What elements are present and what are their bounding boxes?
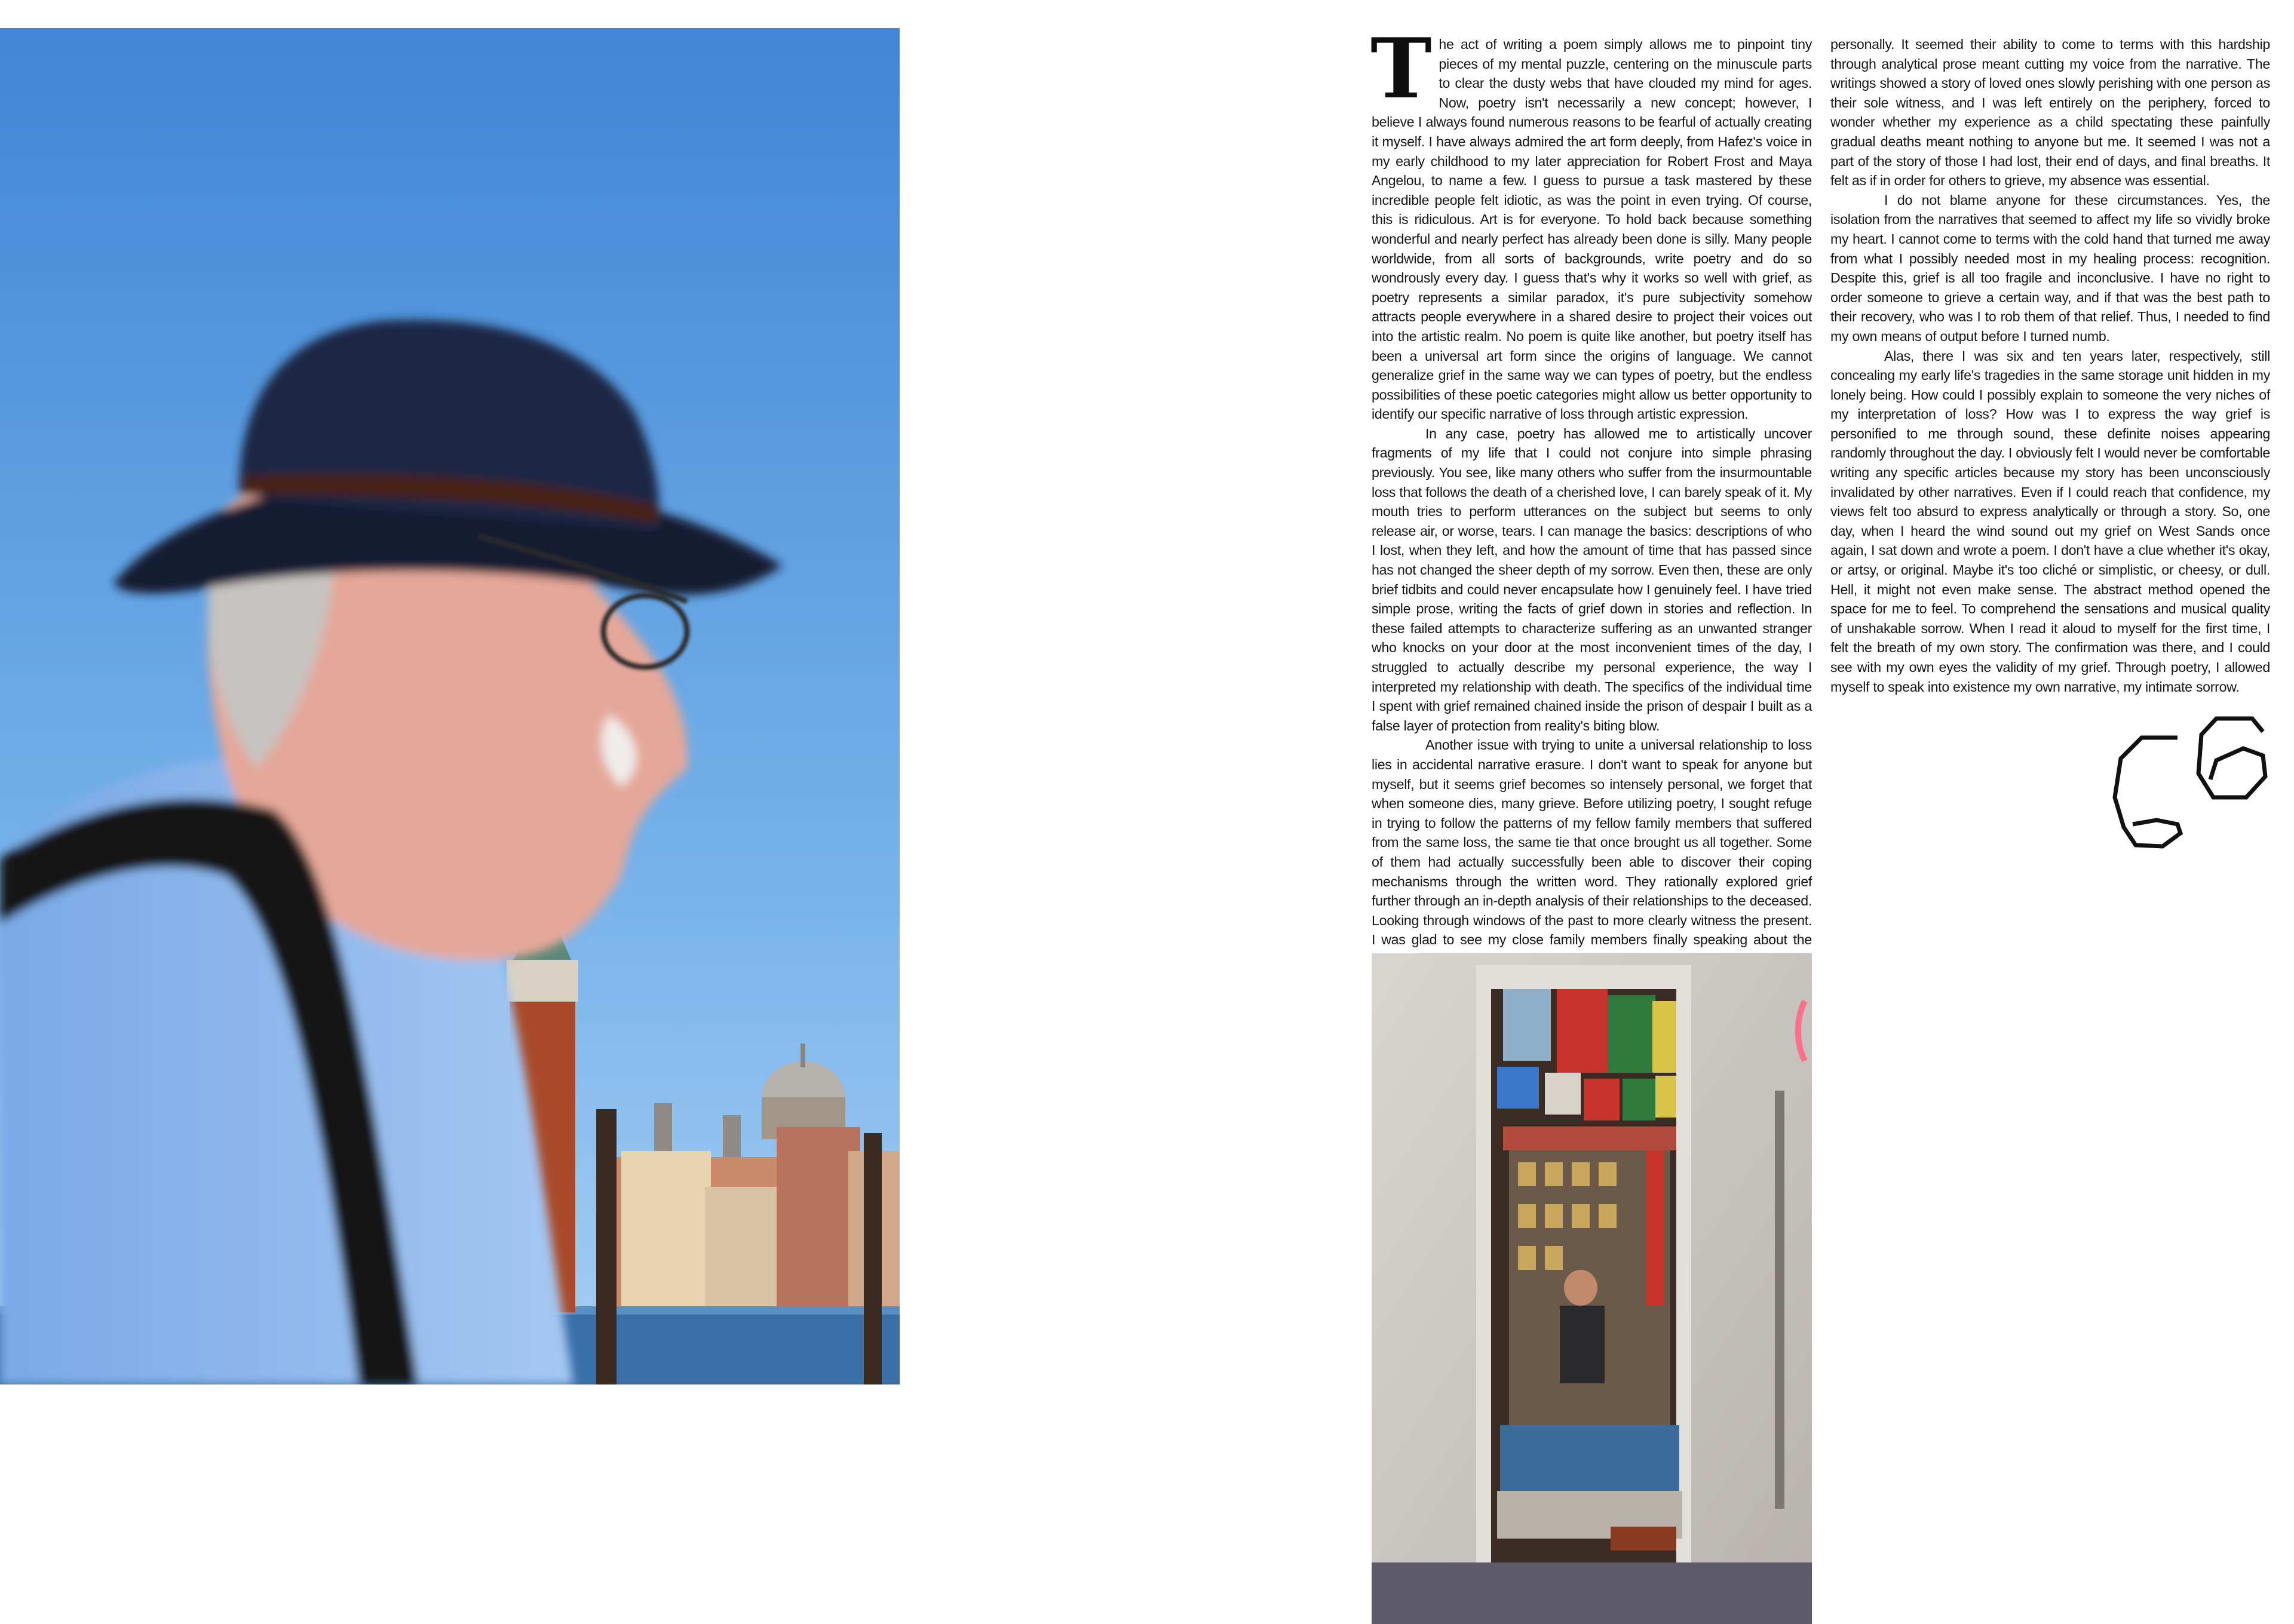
article-paragraph-text: he act of writing a poem simply allows me to pinpoint tiny pieces of my mental puzzle, centering on the minuscule parts to clear the dusty webs that have clouded my mind for ages. Now, poetry isn't necessarily a new concept; however, I believe I always found numerous reasons to be fearful of actually creating it myself. I have always admired the art form deeply, from Hafez's voice in my early childhood to my later appreciation for Robert Frost and Maya Angelou, to name a few. I guess to pursue a task mastered by these incredible people felt idiotic, as was the point in even trying. Of course, this is ridiculous. Art is for everyone. To hold back because something wonderful and nearly perfect has already been done is silly. Many people worldwide, from all sorts of backgrounds, write poetry and do so wondrously every day. I guess that's why it works so well with grief, as poetry represents a similar paradox, it's pure subjectivity somehow attracts people everywhere in a shared desire to project their voices out into the artistic realm. No poem is quite like another, but poetry itself has been a universal art form since the origins of language. We cannot generalize grief in the same way we can types of poetry, but the endless possibilities of these poetic categories might allow us better opportunity to identify our specific narrative of loss through artistic expression. — [1372, 36, 1812, 422]
article-paragraph: Another issue with trying to unite a universal relationship to loss lies in accidental narrative erasure. I don't want to speak for anyone but myself, but it seems grief becomes so intensely personal, we forget that when someone dies, many grieve. Before utilizing poetry, I sought refuge in trying to follow the patterns of my fellow family members that suffered from the same loss, the same tie that once brought us all together. Some of them had actually successfully been able to discover their coping mechanisms through the written word. They rationally explored grief further through an in-depth analysis of their relationships to the deceased. Looking through windows of the past to more clearly witness the present. I was glad to see my close family members finally speaking about the — [1372, 737, 1812, 948]
article-paragraph — [1370, 20, 1812, 424]
drop-cap: T — [1370, 20, 1432, 117]
photo-shop-doorway — [1372, 953, 1812, 1624]
page-number-graphic — [2109, 714, 2270, 851]
article-paragraph: Alas, there I was six and ten years later, respectively, still concealing my early life's tragedies in the same storage unit hidden in my lonely being. How could I possibly explain to someone the very niches of my interpretation of loss? How was I to express the way grief is personified to me through sound, these definite noises appearing randomly throughout the day. I obviously felt I would never be comfortable writing any specific articles because my story has been unconsciously invalidated by other narratives. Even if I could reach that confidence, my views felt too absurd to express analytically or through a story. So, one day, when I heard the wind sound out my grief on West Sands once again, I sat down and wrote a poem. I don't have a clue whether it's okay, or artsy, or original. Maybe it's too cliché or simplistic, or cheesy, or dull. Hell, it might not even make sense. The abstract method opened the space for me to feel. To comprehend the sensations and musical quality of unshakable sorrow. When I read it aloud to myself for the first time, I felt the breath of my own story. The confirmation was there, and I could see with my own eyes the validity of my grief. Through poetry, I allowed myself to speak into existence my own narrative, my intimate sorrow. — [1830, 348, 2270, 695]
article-column-2 — [1830, 35, 2270, 696]
article-column-1 — [1370, 20, 1812, 1027]
article-paragraph: personally. It seemed their ability to come to terms with this hardship through analytical prose meant cutting my voice from the narrative. The writings showed a story of loved ones slowly perishing with one person as their sole witness, and I was left entirely on the periphery, forced to wonder whether my experience as a child spectating these painfully gradual deaths meant nothing to anyone but me. It seemed I was not a part of the story of those I had lost, their end of days, and final breaths. It felt as if in order for others to grieve, my absence was essential. — [1830, 36, 2270, 189]
photo-man-in-hat-venice — [0, 28, 900, 1384]
article-paragraph: In any case, poetry has allowed me to artistically uncover fragments of my life that I could not conjure into simple phrasing previously. You see, like many others who suffer from the insurmountable loss that follows the death of a cherished love, I can barely speak of it. My mouth tries to perform utterances on the subject but seems to only release air, or worse, tears. I can manage the basics: descriptions of who I lost, when they left, and how the amount of time that has passed since has not changed the sheer depth of my sorrow. Even then, these are only brief tidbits and could never encapsulate how I genuinely feel. I have tried simple prose, writing the facts of grief down in stories and reflection. In these failed attempts to characterize suffering as an unwanted stranger who knocks on your door at the most inconvenient times of the day, I struggled to actually describe my personal experience, the way I interpreted my relationship with death. The specifics of the individual time I spent with grief remained chained inside the prison of despair I built as a false layer of protection from reality's biting blow. — [1372, 425, 1812, 733]
article-paragraph: I do not blame anyone for these circumstances. Yes, the isolation from the narratives that seemed to affect my life so vividly broke my heart. I cannot come to terms with the cold hand that turned me away from what I possibly needed most in my healing process: recognition. Despite this, grief is all too fragile and inconclusive. I have no right to order someone to grieve a certain way, and if that was the best path to their recovery, who was I to rob them of that relief. Thus, I needed to find my own means of output before I turned numb. — [1830, 192, 2270, 344]
